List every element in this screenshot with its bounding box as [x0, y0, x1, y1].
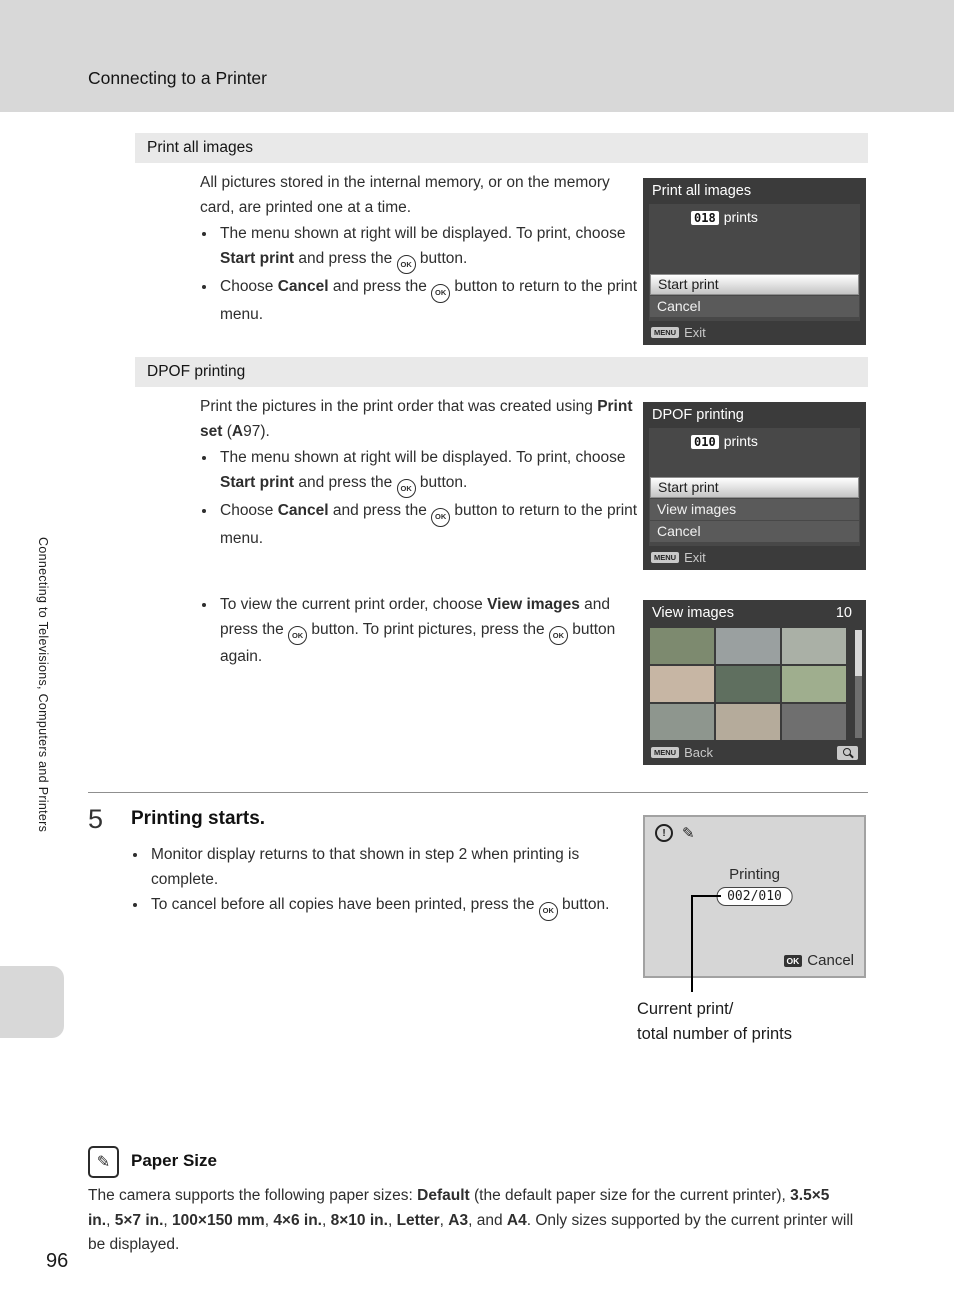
- caption-line: Current print/: [637, 1000, 734, 1018]
- print-count-value: 018: [691, 211, 719, 225]
- footer-action-label: Back: [684, 745, 713, 760]
- callout-leader-line: [691, 895, 721, 992]
- paragraph: All pictures stored in the internal memory, or on the memory card, are printed one at a time.: [200, 174, 610, 216]
- menu-item-cancel[interactable]: Cancel: [650, 521, 859, 542]
- screen-status-icons: [655, 824, 695, 842]
- bullet-list: [200, 593, 640, 670]
- scrollbar-thumb[interactable]: [855, 630, 862, 676]
- cancel-label[interactable]: Cancel: [807, 952, 854, 969]
- camera-screen-dpof-printing: [643, 402, 866, 570]
- scrollbar[interactable]: [855, 630, 862, 738]
- screen-footer: [784, 952, 854, 969]
- side-thumb-tab: [0, 966, 64, 1038]
- callout-caption: [637, 997, 792, 1047]
- menu-item-cancel[interactable]: Cancel: [650, 296, 859, 317]
- page-number: 96: [46, 1250, 69, 1272]
- pencil-note-icon: ✎: [88, 1146, 119, 1178]
- dpof-printing-text: [200, 395, 645, 553]
- print-count-value: 010: [691, 435, 719, 449]
- screen-menu: [650, 477, 859, 542]
- step-text: [131, 841, 621, 922]
- thumbnail[interactable]: [650, 704, 714, 740]
- thumbnail[interactable]: [782, 704, 846, 740]
- ok-button-icon[interactable]: OK: [784, 955, 803, 967]
- print-progress-counter: 002/010: [716, 887, 793, 906]
- page-header-band: [0, 0, 954, 112]
- ok-button-icon: OK: [397, 479, 416, 498]
- zoom-icon[interactable]: [837, 746, 858, 760]
- printer-status-icon: !: [655, 824, 673, 842]
- menu-item-start-print[interactable]: Start print: [650, 477, 859, 498]
- screen-footer: [651, 325, 858, 340]
- menu-button-icon[interactable]: MENU: [651, 552, 679, 563]
- ok-button-icon: OK: [288, 626, 307, 645]
- thumbnail[interactable]: [782, 666, 846, 702]
- bullet-list: [131, 843, 621, 921]
- menu-item-view-images[interactable]: View images: [650, 499, 859, 520]
- caption-line: total number of prints: [637, 1025, 792, 1043]
- ok-button-icon: OK: [539, 902, 558, 921]
- image-count: 10: [835, 605, 852, 621]
- camera-screen-print-all-images: [643, 178, 866, 345]
- view-images-text: [200, 591, 640, 671]
- screen-footer: [651, 745, 858, 760]
- print-all-images-text: [200, 171, 645, 329]
- ok-button-icon: OK: [549, 626, 568, 645]
- thumbnail[interactable]: [650, 666, 714, 702]
- thumbnail[interactable]: [716, 628, 780, 664]
- screen-title-row: [643, 600, 866, 621]
- bullet-item: • Choose Cancel and press the OK button to return to the print menu.: [217, 275, 645, 327]
- ok-button-icon: OK: [397, 255, 416, 274]
- screen-title: DPOF printing: [652, 407, 744, 423]
- bullet-item: • To cancel before all copies have been printed, press the OK button.: [148, 893, 621, 921]
- screen-menu: [650, 274, 859, 317]
- print-count-row: [643, 209, 866, 225]
- bullet-list: [200, 446, 645, 552]
- print-count-row: [643, 433, 866, 449]
- printing-status-text: Printing: [729, 866, 780, 883]
- menu-item-start-print[interactable]: Start print: [650, 274, 859, 295]
- step-title: Printing starts.: [131, 808, 266, 829]
- bullet-item: • The menu shown at right will be displayed. To print, choose Start print and press the OK button.: [217, 222, 645, 274]
- thumbnail[interactable]: [782, 628, 846, 664]
- note-body: The camera supports the following paper sizes: Default (the default paper size for the current printer), 3.5×5 in., 5×7 in., 100×150 mm, 4×6 in., 8×10 in., Letter, A3, and A4. Only sizes supported by the current printer will be displayed.: [88, 1187, 854, 1253]
- section-divider: [88, 792, 868, 793]
- bullet-item: • Choose Cancel and press the OK button to return to the print menu.: [217, 499, 645, 551]
- bullet-item: • The menu shown at right will be displayed. To print, choose Start print and press the OK button.: [217, 446, 645, 498]
- bullet-item: • To view the current print order, choose View images and press the OK button. To print pictures, press the OK button again.: [217, 593, 640, 670]
- thumbnail[interactable]: [650, 628, 714, 664]
- footer-action-label: Exit: [684, 550, 706, 565]
- menu-button-icon[interactable]: MENU: [651, 327, 679, 338]
- section-title-print-all-images: Print all images: [135, 133, 868, 163]
- ok-button-icon: OK: [431, 508, 450, 527]
- thumbnail[interactable]: [716, 704, 780, 740]
- note-title: Paper Size: [131, 1151, 217, 1170]
- screen-footer: [651, 550, 858, 565]
- footer-action-label: Exit: [684, 325, 706, 340]
- side-tab-vertical-text: Connecting to Televisions, Computers and Printers: [36, 537, 50, 833]
- section-title-dpof-printing: DPOF printing: [135, 357, 868, 387]
- chapter-heading: Connecting to a Printer: [88, 68, 267, 88]
- bullet-list: [200, 222, 645, 328]
- print-count-label: prints: [723, 209, 758, 225]
- step-number: 5: [88, 804, 104, 834]
- screen-title: Print all images: [652, 183, 752, 199]
- paragraph: Print the pictures in the print order that was created using Print set (A97).: [200, 398, 633, 440]
- screen-title: View images: [652, 605, 734, 621]
- camera-screen-view-images: [643, 600, 866, 765]
- print-count-label: prints: [723, 433, 758, 449]
- bullet-item: • Monitor display returns to that shown in step 2 when printing is complete.: [148, 843, 621, 892]
- do-not-disconnect-icon: ✎: [682, 825, 695, 842]
- thumbnail[interactable]: [716, 666, 780, 702]
- ok-button-icon: OK: [431, 284, 450, 303]
- camera-screen-printing: [643, 815, 866, 978]
- menu-button-icon[interactable]: MENU: [651, 747, 679, 758]
- thumbnail-grid: [650, 628, 846, 740]
